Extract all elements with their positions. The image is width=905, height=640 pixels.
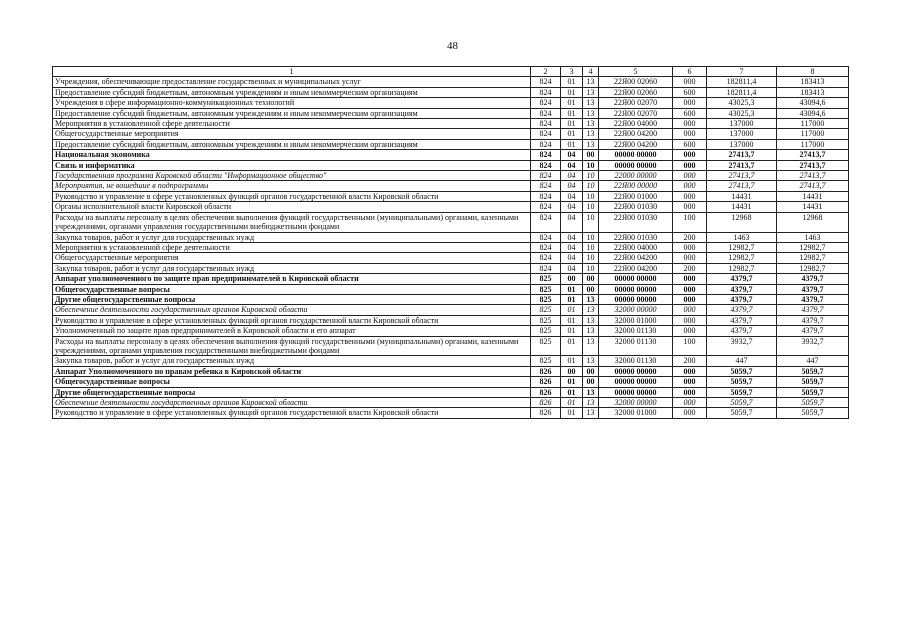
subsection-cell: 10 <box>583 191 599 201</box>
amount-year2-cell: 4379,7 <box>777 315 849 325</box>
table-row <box>53 98 849 108</box>
table-row <box>53 119 849 129</box>
admin-code-cell: 824 <box>531 232 561 242</box>
table-row <box>53 253 849 263</box>
admin-code-cell: 825 <box>531 305 561 315</box>
row-name-cell: Органы исполнительной власти Кировской области <box>53 202 531 212</box>
row-name-cell: Учреждения в сфере информационно-коммуникационных технологий <box>53 98 531 108</box>
target-article-cell: 00000 00000 <box>599 284 673 294</box>
subsection-cell: 10 <box>583 253 599 263</box>
expense-type-cell: 000 <box>673 253 707 263</box>
target-article-cell: 22000 00000 <box>599 171 673 181</box>
target-article-cell: 00000 00000 <box>599 150 673 160</box>
section-cell: 01 <box>561 294 583 304</box>
table-row <box>53 377 849 387</box>
subsection-cell: 10 <box>583 263 599 273</box>
subsection-cell: 10 <box>583 202 599 212</box>
subsection-cell: 13 <box>583 398 599 408</box>
amount-year2-cell: 5059,7 <box>777 387 849 397</box>
target-article-cell: 22Я00 01030 <box>599 202 673 212</box>
amount-year1-cell: 14431 <box>707 202 777 212</box>
expense-type-cell: 000 <box>673 202 707 212</box>
subsection-cell: 00 <box>583 274 599 284</box>
table-row <box>53 326 849 336</box>
subsection-cell: 13 <box>583 77 599 87</box>
row-name-cell: Национальная экономика <box>53 150 531 160</box>
expense-type-cell: 000 <box>673 366 707 376</box>
table-row <box>53 77 849 87</box>
subsection-cell: 13 <box>583 108 599 118</box>
target-article-cell: 22Я00 04200 <box>599 139 673 149</box>
subsection-cell: 13 <box>583 139 599 149</box>
expense-type-cell: 600 <box>673 139 707 149</box>
target-article-cell: 22Я00 04200 <box>599 129 673 139</box>
amount-year1-cell: 4379,7 <box>707 294 777 304</box>
expense-type-cell: 000 <box>673 191 707 201</box>
column-header: 5 <box>599 67 673 77</box>
amount-year2-cell: 4379,7 <box>777 284 849 294</box>
expense-type-cell: 000 <box>673 398 707 408</box>
row-name-cell: Руководство и управление в сфере установленных функций органов государственной власти Кировской области <box>53 408 531 418</box>
row-name-cell: Аппарат Уполномоченного по правам ребенка в Кировской области <box>53 366 531 376</box>
section-cell: 01 <box>561 77 583 87</box>
column-header: 8 <box>777 67 849 77</box>
table-row <box>53 305 849 315</box>
target-article-cell: 32000 01000 <box>599 315 673 325</box>
section-cell: 01 <box>561 326 583 336</box>
expense-type-cell: 000 <box>673 171 707 181</box>
subsection-cell: 00 <box>583 366 599 376</box>
page-number: 48 <box>447 40 458 52</box>
subsection-cell: 13 <box>583 408 599 418</box>
amount-year1-cell: 14431 <box>707 191 777 201</box>
section-cell: 01 <box>561 139 583 149</box>
expense-type-cell: 100 <box>673 212 707 232</box>
subsection-cell: 00 <box>583 150 599 160</box>
section-cell: 04 <box>561 191 583 201</box>
subsection-cell: 13 <box>583 356 599 366</box>
amount-year1-cell: 137000 <box>707 129 777 139</box>
table-header-row <box>53 67 849 77</box>
section-cell: 01 <box>561 387 583 397</box>
amount-year2-cell: 117000 <box>777 129 849 139</box>
amount-year2-cell: 447 <box>777 356 849 366</box>
target-article-cell: 22Я00 01030 <box>599 232 673 242</box>
admin-code-cell: 824 <box>531 150 561 160</box>
amount-year2-cell: 117000 <box>777 119 849 129</box>
amount-year2-cell: 4379,7 <box>777 274 849 284</box>
subsection-cell: 13 <box>583 119 599 129</box>
target-article-cell: 22Я00 01000 <box>599 191 673 201</box>
amount-year2-cell: 27413,7 <box>777 160 849 170</box>
table-row <box>53 171 849 181</box>
table-row <box>53 191 849 201</box>
amount-year2-cell: 12982,7 <box>777 242 849 252</box>
amount-year2-cell: 183413 <box>777 87 849 97</box>
table-row <box>53 160 849 170</box>
expense-type-cell: 200 <box>673 263 707 273</box>
amount-year1-cell: 4379,7 <box>707 305 777 315</box>
expense-type-cell: 000 <box>673 181 707 191</box>
row-name-cell: Общегосударственные мероприятия <box>53 253 531 263</box>
expense-type-cell: 000 <box>673 274 707 284</box>
admin-code-cell: 824 <box>531 108 561 118</box>
table-row <box>53 108 849 118</box>
target-article-cell: 32000 01130 <box>599 326 673 336</box>
admin-code-cell: 824 <box>531 119 561 129</box>
row-name-cell: Мероприятия в установленной сфере деятельности <box>53 119 531 129</box>
section-cell: 04 <box>561 160 583 170</box>
amount-year2-cell: 12968 <box>777 212 849 232</box>
amount-year2-cell: 5059,7 <box>777 408 849 418</box>
section-cell: 00 <box>561 274 583 284</box>
row-name-cell: Общегосударственные мероприятия <box>53 129 531 139</box>
expense-type-cell: 000 <box>673 119 707 129</box>
expense-type-cell: 000 <box>673 294 707 304</box>
target-article-cell: 22Я00 02070 <box>599 98 673 108</box>
table-row <box>53 129 849 139</box>
subsection-cell: 13 <box>583 294 599 304</box>
admin-code-cell: 824 <box>531 98 561 108</box>
expense-type-cell: 000 <box>673 98 707 108</box>
admin-code-cell: 824 <box>531 212 561 232</box>
row-name-cell: Обеспечение деятельности государственных органов Кировской области <box>53 305 531 315</box>
target-article-cell: 32000 00000 <box>599 305 673 315</box>
row-name-cell: Государственная программа Кировской области "Информационное общество" <box>53 171 531 181</box>
section-cell: 04 <box>561 181 583 191</box>
table-body <box>53 77 849 418</box>
row-name-cell: Закупка товаров, работ и услуг для государственных нужд <box>53 232 531 242</box>
section-cell: 01 <box>561 408 583 418</box>
table-row <box>53 87 849 97</box>
section-cell: 04 <box>561 212 583 232</box>
section-cell: 01 <box>561 356 583 366</box>
row-name-cell: Учреждения, обеспечивающие предоставление государственных и муниципальных услуг <box>53 77 531 87</box>
amount-year1-cell: 1463 <box>707 232 777 242</box>
subsection-cell: 00 <box>583 284 599 294</box>
admin-code-cell: 824 <box>531 87 561 97</box>
target-article-cell: 32000 01000 <box>599 408 673 418</box>
table-row <box>53 284 849 294</box>
section-cell: 01 <box>561 315 583 325</box>
table-row <box>53 366 849 376</box>
subsection-cell: 13 <box>583 305 599 315</box>
expense-type-cell: 000 <box>673 377 707 387</box>
amount-year1-cell: 4379,7 <box>707 284 777 294</box>
target-article-cell: 32000 01130 <box>599 356 673 366</box>
amount-year2-cell: 12982,7 <box>777 263 849 273</box>
table-row <box>53 336 849 356</box>
amount-year2-cell: 43094,6 <box>777 108 849 118</box>
amount-year2-cell: 12982,7 <box>777 253 849 263</box>
expense-type-cell: 600 <box>673 108 707 118</box>
amount-year1-cell: 182811,4 <box>707 77 777 87</box>
amount-year2-cell: 14431 <box>777 202 849 212</box>
admin-code-cell: 824 <box>531 77 561 87</box>
section-cell: 04 <box>561 253 583 263</box>
target-article-cell: 22Я00 02060 <box>599 87 673 97</box>
admin-code-cell: 826 <box>531 408 561 418</box>
column-header: 3 <box>561 67 583 77</box>
amount-year1-cell: 27413,7 <box>707 171 777 181</box>
target-article-cell: 00000 00000 <box>599 377 673 387</box>
amount-year1-cell: 4379,7 <box>707 274 777 284</box>
expense-type-cell: 100 <box>673 336 707 356</box>
amount-year1-cell: 5059,7 <box>707 366 777 376</box>
expense-type-cell: 000 <box>673 315 707 325</box>
expense-type-cell: 000 <box>673 129 707 139</box>
amount-year1-cell: 137000 <box>707 139 777 149</box>
table-row <box>53 387 849 397</box>
expense-type-cell: 200 <box>673 232 707 242</box>
target-article-cell: 22Я00 04000 <box>599 119 673 129</box>
amount-year1-cell: 12982,7 <box>707 253 777 263</box>
section-cell: 01 <box>561 305 583 315</box>
section-cell: 01 <box>561 87 583 97</box>
target-article-cell: 00000 00000 <box>599 160 673 170</box>
table-row <box>53 242 849 252</box>
amount-year1-cell: 27413,7 <box>707 181 777 191</box>
section-cell: 01 <box>561 129 583 139</box>
expense-type-cell: 000 <box>673 242 707 252</box>
subsection-cell: 10 <box>583 171 599 181</box>
section-cell: 04 <box>561 171 583 181</box>
table-row <box>53 294 849 304</box>
admin-code-cell: 826 <box>531 366 561 376</box>
admin-code-cell: 824 <box>531 191 561 201</box>
row-name-cell: Другие общегосударственные вопросы <box>53 294 531 304</box>
row-name-cell: Руководство и управление в сфере установленных функций органов государственной власти Кировской области <box>53 191 531 201</box>
target-article-cell: 32000 00000 <box>599 398 673 408</box>
amount-year1-cell: 5059,7 <box>707 387 777 397</box>
section-cell: 01 <box>561 336 583 356</box>
table-row <box>53 398 849 408</box>
amount-year1-cell: 182811,4 <box>707 87 777 97</box>
target-article-cell: 22Я00 04000 <box>599 242 673 252</box>
subsection-cell: 00 <box>583 377 599 387</box>
row-name-cell: Предоставление субсидий бюджетным, автономным учреждениям и иным некоммерческим организациям <box>53 87 531 97</box>
row-name-cell: Расходы на выплаты персоналу в целях обеспечения выполнения функций государственными (муниципальными) органами, казенными учреждениями, органами управления государственными внебюджетными фондами <box>53 336 531 356</box>
amount-year1-cell: 137000 <box>707 119 777 129</box>
amount-year1-cell: 27413,7 <box>707 160 777 170</box>
target-article-cell: 22Я00 02060 <box>599 77 673 87</box>
section-cell: 04 <box>561 232 583 242</box>
table-row <box>53 202 849 212</box>
column-header: 2 <box>531 67 561 77</box>
target-article-cell: 22Я00 00000 <box>599 181 673 191</box>
admin-code-cell: 825 <box>531 356 561 366</box>
row-name-cell: Обеспечение деятельности государственных органов Кировской области <box>53 398 531 408</box>
row-name-cell: Уполномоченный по защите прав предпринимателей в Кировской области и его аппарат <box>53 326 531 336</box>
expense-type-cell: 000 <box>673 284 707 294</box>
admin-code-cell: 824 <box>531 139 561 149</box>
subsection-cell: 10 <box>583 181 599 191</box>
amount-year1-cell: 5059,7 <box>707 398 777 408</box>
amount-year1-cell: 43025,3 <box>707 98 777 108</box>
section-cell: 01 <box>561 98 583 108</box>
amount-year2-cell: 4379,7 <box>777 305 849 315</box>
table-row <box>53 139 849 149</box>
row-name-cell: Предоставление субсидий бюджетным, автономным учреждениям и иным некоммерческим организациям <box>53 108 531 118</box>
admin-code-cell: 824 <box>531 129 561 139</box>
section-cell: 01 <box>561 377 583 387</box>
row-name-cell: Закупка товаров, работ и услуг для государственных нужд <box>53 263 531 273</box>
table-row <box>53 274 849 284</box>
column-header: 1 <box>53 67 531 77</box>
amount-year1-cell: 12982,7 <box>707 242 777 252</box>
row-name-cell: Другие общегосударственные вопросы <box>53 387 531 397</box>
amount-year2-cell: 4379,7 <box>777 326 849 336</box>
target-article-cell: 22Я00 04200 <box>599 263 673 273</box>
target-article-cell: 22Я00 04200 <box>599 253 673 263</box>
amount-year1-cell: 27413,7 <box>707 150 777 160</box>
admin-code-cell: 826 <box>531 398 561 408</box>
amount-year2-cell: 3932,7 <box>777 336 849 356</box>
target-article-cell: 32000 01130 <box>599 336 673 356</box>
table-row <box>53 150 849 160</box>
amount-year2-cell: 117000 <box>777 139 849 149</box>
row-name-cell: Расходы на выплаты персоналу в целях обеспечения выполнения функций государственными (муниципальными) органами, казенными учреждениями, органами управления государственными внебюджетными фондами <box>53 212 531 232</box>
expense-type-cell: 000 <box>673 326 707 336</box>
target-article-cell: 00000 00000 <box>599 387 673 397</box>
amount-year1-cell: 4379,7 <box>707 315 777 325</box>
section-cell: 04 <box>561 202 583 212</box>
table-row <box>53 315 849 325</box>
amount-year1-cell: 12982,7 <box>707 263 777 273</box>
amount-year2-cell: 5059,7 <box>777 366 849 376</box>
amount-year2-cell: 27413,7 <box>777 171 849 181</box>
amount-year2-cell: 183413 <box>777 77 849 87</box>
amount-year1-cell: 5059,7 <box>707 408 777 418</box>
row-name-cell: Мероприятия, не вошедшие в подпрограммы <box>53 181 531 191</box>
table-row <box>53 212 849 232</box>
section-cell: 04 <box>561 263 583 273</box>
section-cell: 04 <box>561 242 583 252</box>
table-row <box>53 408 849 418</box>
subsection-cell: 13 <box>583 315 599 325</box>
target-article-cell: 00000 00000 <box>599 294 673 304</box>
amount-year2-cell: 27413,7 <box>777 181 849 191</box>
admin-code-cell: 825 <box>531 326 561 336</box>
admin-code-cell: 825 <box>531 315 561 325</box>
budget-table <box>52 66 849 419</box>
section-cell: 01 <box>561 119 583 129</box>
row-name-cell: Общегосударственные вопросы <box>53 284 531 294</box>
expense-type-cell: 000 <box>673 150 707 160</box>
subsection-cell: 13 <box>583 326 599 336</box>
amount-year1-cell: 3932,7 <box>707 336 777 356</box>
row-name-cell: Общегосударственные вопросы <box>53 377 531 387</box>
row-name-cell: Закупка товаров, работ и услуг для государственных нужд <box>53 356 531 366</box>
table-row <box>53 263 849 273</box>
expense-type-cell: 200 <box>673 356 707 366</box>
expense-type-cell: 000 <box>673 387 707 397</box>
row-name-cell: Руководство и управление в сфере установленных функций органов государственной власти Кировской области <box>53 315 531 325</box>
table-row <box>53 232 849 242</box>
expense-type-cell: 000 <box>673 408 707 418</box>
amount-year1-cell: 12968 <box>707 212 777 232</box>
section-cell: 01 <box>561 284 583 294</box>
subsection-cell: 10 <box>583 242 599 252</box>
admin-code-cell: 824 <box>531 263 561 273</box>
admin-code-cell: 824 <box>531 242 561 252</box>
section-cell: 04 <box>561 150 583 160</box>
amount-year2-cell: 4379,7 <box>777 294 849 304</box>
admin-code-cell: 826 <box>531 377 561 387</box>
amount-year2-cell: 14431 <box>777 191 849 201</box>
admin-code-cell: 824 <box>531 171 561 181</box>
column-header: 6 <box>673 67 707 77</box>
column-header: 4 <box>583 67 599 77</box>
section-cell: 01 <box>561 398 583 408</box>
section-cell: 00 <box>561 366 583 376</box>
subsection-cell: 13 <box>583 87 599 97</box>
admin-code-cell: 825 <box>531 274 561 284</box>
table-row <box>53 181 849 191</box>
target-article-cell: 00000 00000 <box>599 366 673 376</box>
expense-type-cell: 000 <box>673 160 707 170</box>
amount-year1-cell: 447 <box>707 356 777 366</box>
row-name-cell: Аппарат уполномоченного по защите прав предпринимателей в Кировской области <box>53 274 531 284</box>
amount-year2-cell: 43094,6 <box>777 98 849 108</box>
row-name-cell: Предоставление субсидий бюджетным, автономным учреждениям и иным некоммерческим организациям <box>53 139 531 149</box>
amount-year2-cell: 27413,7 <box>777 150 849 160</box>
amount-year1-cell: 4379,7 <box>707 326 777 336</box>
admin-code-cell: 825 <box>531 336 561 356</box>
section-cell: 01 <box>561 108 583 118</box>
amount-year2-cell: 5059,7 <box>777 377 849 387</box>
admin-code-cell: 825 <box>531 284 561 294</box>
amount-year1-cell: 43025,3 <box>707 108 777 118</box>
amount-year2-cell: 5059,7 <box>777 398 849 408</box>
admin-code-cell: 824 <box>531 181 561 191</box>
table-row <box>53 356 849 366</box>
subsection-cell: 10 <box>583 160 599 170</box>
target-article-cell: 22Я00 01030 <box>599 212 673 232</box>
amount-year1-cell: 5059,7 <box>707 377 777 387</box>
admin-code-cell: 824 <box>531 202 561 212</box>
admin-code-cell: 825 <box>531 294 561 304</box>
expense-type-cell: 600 <box>673 87 707 97</box>
subsection-cell: 13 <box>583 387 599 397</box>
target-article-cell: 00000 00000 <box>599 274 673 284</box>
admin-code-cell: 824 <box>531 160 561 170</box>
target-article-cell: 22Я00 02070 <box>599 108 673 118</box>
admin-code-cell: 826 <box>531 387 561 397</box>
subsection-cell: 13 <box>583 336 599 356</box>
row-name-cell: Мероприятия в установленной сфере деятельности <box>53 242 531 252</box>
row-name-cell: Связь и информатика <box>53 160 531 170</box>
subsection-cell: 10 <box>583 232 599 242</box>
subsection-cell: 13 <box>583 98 599 108</box>
admin-code-cell: 824 <box>531 253 561 263</box>
expense-type-cell: 000 <box>673 305 707 315</box>
amount-year2-cell: 1463 <box>777 232 849 242</box>
column-header: 7 <box>707 67 777 77</box>
subsection-cell: 13 <box>583 129 599 139</box>
expense-type-cell: 000 <box>673 77 707 87</box>
subsection-cell: 10 <box>583 212 599 232</box>
